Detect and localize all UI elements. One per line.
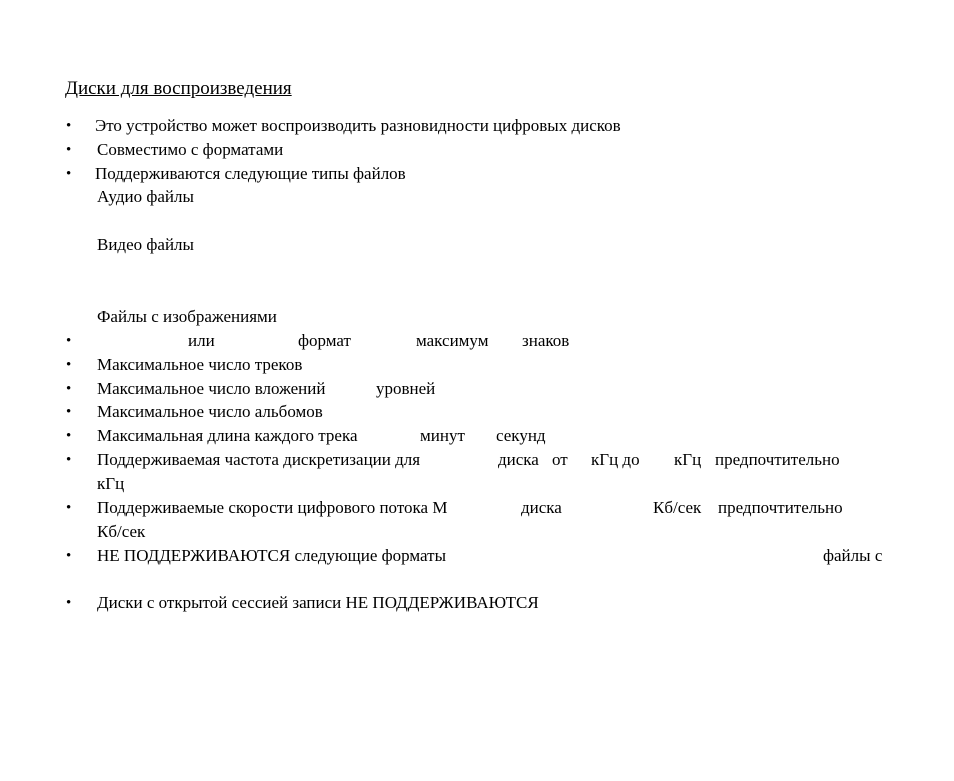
list-item-fragment: формат: [298, 331, 351, 350]
list-item-fragment: максимум: [416, 331, 489, 350]
list-item-text: Поддерживаемая частота дискретизации для: [97, 450, 421, 469]
list-item-fragment: кГц до: [591, 450, 640, 469]
list-item-fragment: Кб/сек: [653, 498, 702, 517]
list-item-text: Максимальное число альбомов: [97, 402, 323, 421]
bullet-marker: •: [66, 428, 72, 444]
bullet-marker: •: [66, 357, 72, 373]
list-item-fragment: уровней: [376, 379, 436, 398]
list-item-fragment: знаков: [522, 331, 570, 350]
bullet-marker: •: [66, 500, 72, 516]
list-item-fragment: секунд: [496, 426, 546, 445]
list-item-fragment: предпочтительно: [715, 450, 840, 469]
sub-item-images: Файлы с изображениями: [97, 307, 277, 326]
bullet-marker: •: [66, 166, 72, 182]
bullet-marker: •: [66, 595, 72, 611]
list-item-text: Диски с открытой сессией записи НЕ ПОДДЕРЖИВАЮТСЯ: [97, 593, 539, 612]
bullet-marker: •: [66, 142, 72, 158]
bullet-marker: •: [66, 452, 72, 468]
bullet-marker: •: [66, 548, 72, 564]
list-item-text: Максимальное число вложений: [97, 379, 326, 398]
list-item-text: Поддерживаемые скорости цифрового потока М: [97, 498, 448, 517]
bullet-marker: •: [66, 333, 72, 349]
bullet-marker: •: [66, 404, 72, 420]
list-item-fragment: файлы с: [823, 546, 883, 565]
list-item-text: Максимальное число треков: [97, 355, 303, 374]
list-item-fragment: диска: [498, 450, 539, 469]
list-item-fragment: кГц: [97, 474, 125, 493]
page-title: Диски для воспроизведения: [65, 78, 292, 99]
list-item-text: Максимальная длина каждого трека: [97, 426, 358, 445]
list-item-fragment: или: [188, 331, 215, 350]
list-item-fragment: Кб/сек: [97, 522, 146, 541]
list-item-text: Совместимо с форматами: [97, 140, 284, 159]
list-item-text: Это устройство может воспроизводить разновидности цифровых дисков: [95, 116, 621, 135]
list-item-fragment: от: [552, 450, 568, 469]
sub-item-audio: Аудио файлы: [97, 187, 194, 206]
list-item-fragment: диска: [521, 498, 562, 517]
list-item-fragment: минут: [420, 426, 465, 445]
list-item-fragment: кГц: [674, 450, 702, 469]
sub-item-video: Видео файлы: [97, 235, 194, 254]
list-item-fragment: предпочтительно: [718, 498, 843, 517]
list-item-text: НЕ ПОДДЕРЖИВАЮТСЯ следующие форматы: [97, 546, 447, 565]
bullet-marker: •: [66, 118, 72, 134]
list-item-text: Поддерживаются следующие типы файлов: [95, 164, 406, 183]
bullet-marker: •: [66, 381, 72, 397]
